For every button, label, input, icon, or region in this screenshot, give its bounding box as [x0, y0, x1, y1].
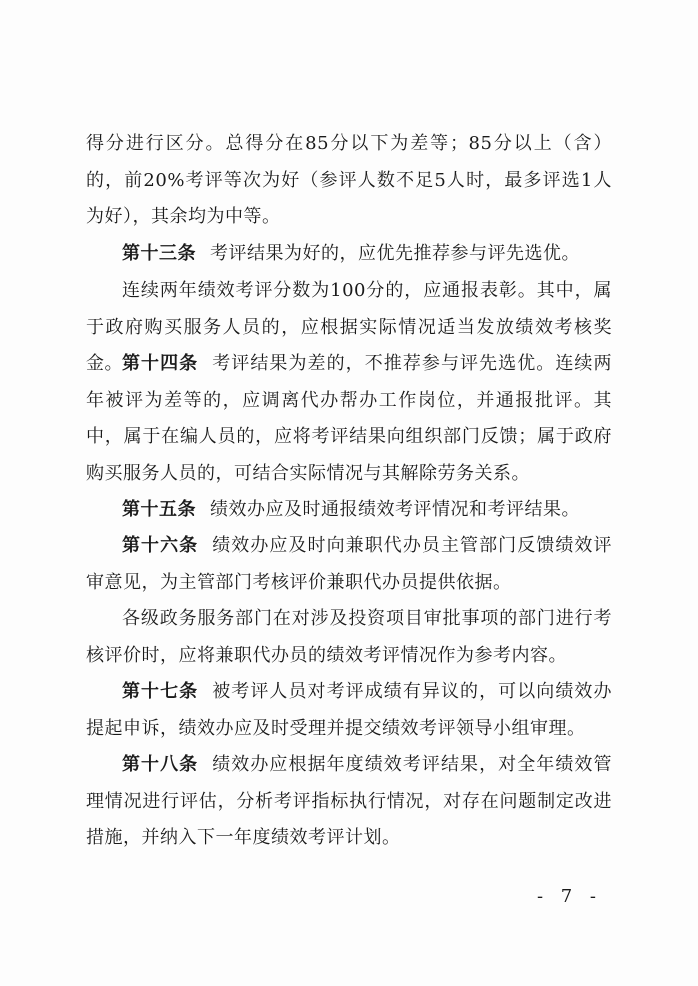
article-15	[86, 492, 612, 529]
article-14	[86, 346, 612, 492]
article-heading: 第十七条	[122, 681, 199, 702]
paragraph-text: 绩效办应及时通报绩效考评情况和考评结果。	[210, 499, 580, 520]
paragraph-text: 得分进行区分。总得分在85分以下为差等；85分以上（含）的，前20%考评等次为好（参评人数不足5人时，最多评选1人为好），其余均为中等。	[86, 133, 612, 227]
article-18	[86, 747, 612, 857]
article-heading: 第十六条	[122, 535, 199, 556]
article-heading: 第十四条	[122, 353, 199, 374]
paragraph-text: 考评结果为好的，应优先推荐参与评先选优。	[210, 243, 580, 264]
paragraph-assessment	[86, 601, 612, 674]
article-heading: 第十三条	[122, 243, 196, 264]
article-13	[86, 236, 612, 273]
paragraph-text: 各级政务服务部门在对涉及投资项目审批事项的部门进行考核评价时，应将兼职代办员的绩效考评情况作为参考内容。	[86, 608, 612, 666]
article-17	[86, 674, 612, 747]
paragraph-text: 考评结果为差的，不推荐参与评先选优。连续两年被评为差等的，应调离代办帮办工作岗位，并通报批评。其中，属于在编人员的，应将考评结果向组织部门反馈；属于政府购买服务人员的，可结合实际情况与其解除劳务关系。	[86, 353, 612, 484]
page-number: - 7 -	[536, 886, 602, 907]
article-heading: 第十五条	[122, 499, 196, 520]
paragraph-text: 绩效办应根据年度绩效考评结果，对全年绩效管理情况进行评估，分析考评指标执行情况，对存在问题制定改进措施，并纳入下一年度绩效考评计划。	[86, 754, 612, 848]
paragraph-text: 被考评人员对考评成绩有异议的，可以向绩效办提起申诉，绩效办应及时受理并提交绩效考评领导小组审理。	[86, 681, 612, 739]
article-heading: 第十八条	[122, 754, 199, 775]
article-16	[86, 528, 612, 601]
paragraph-continuation	[86, 126, 612, 236]
paragraph-text: 绩效办应及时向兼职代办员主管部门反馈绩效评审意见，为主管部门考核评价兼职代办员提供依据。	[86, 535, 612, 593]
paragraph-text: 连续两年绩效考评分数为100分的，应通报表彰。其中，属于政府购买服务人员的，应根据实际情况适当发放绩效考核奖金。	[86, 280, 612, 374]
